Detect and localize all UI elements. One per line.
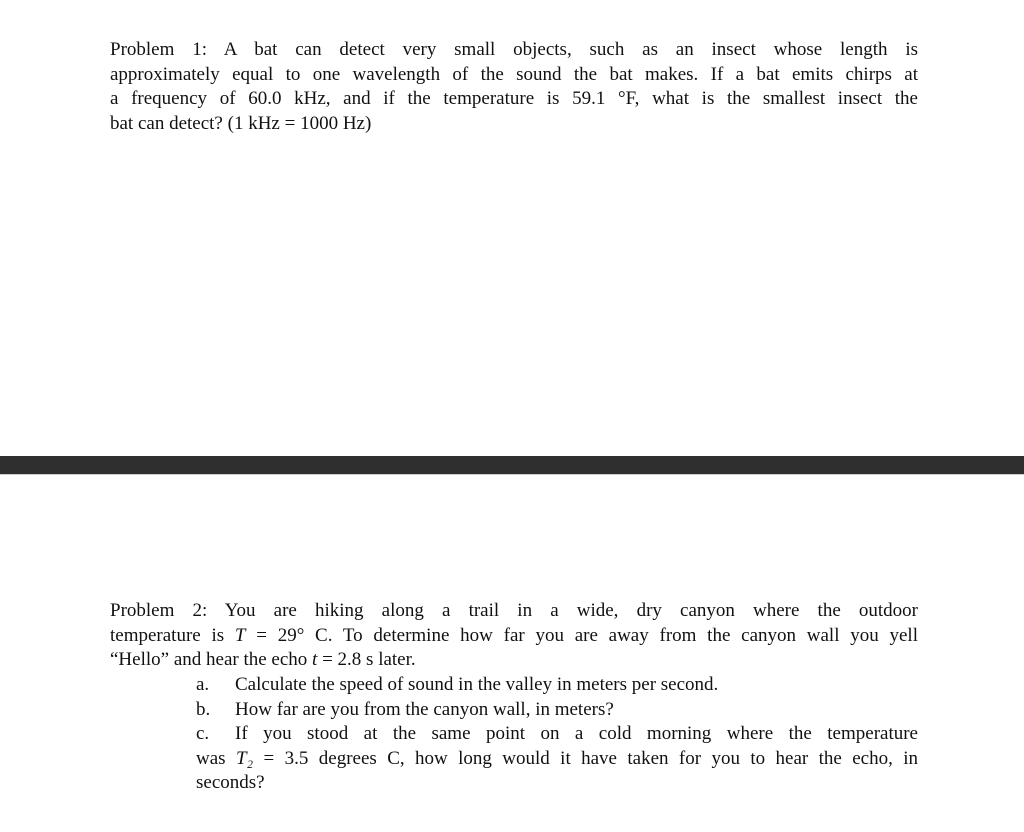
item-marker: a. (196, 674, 210, 695)
item-text: If you stood at the same point on a cold morning where the temperature (235, 723, 918, 744)
variable-T: T (234, 624, 246, 646)
text: = 3.5 degrees C, how long would it have taken for you to hear the echo, in (253, 747, 918, 769)
problem-2-line (110, 648, 918, 673)
item-text: How far are you from the canyon wall, in meters? (235, 698, 614, 720)
problem-1 (110, 38, 918, 136)
problem-1-line: bat can detect? (1 kHz = 1000 Hz) (110, 112, 372, 134)
problem-2-line: Problem 2: You are hiking along a trail in a wide, dry canyon where the outdoor (110, 600, 918, 621)
problem-2 (110, 599, 918, 673)
item-marker: b. (196, 698, 211, 720)
item-c-line: seconds? (196, 772, 265, 793)
page-divider (0, 456, 1024, 475)
variable-T2: T₂ (235, 747, 254, 769)
item-text: Calculate the speed of sound in the valley in meters per second. (235, 674, 719, 695)
text: “Hello” and hear the echo (110, 649, 313, 670)
item-marker: c. (196, 723, 210, 744)
problem-2-line (110, 624, 918, 649)
text: was (196, 747, 236, 769)
problem-1-line: a frequency of 60.0 kHz, and if the temperature is 59.1 °F, what is the smallest insect the (110, 88, 918, 109)
list-item-c (196, 722, 918, 747)
text: = 29° C. To determine how far you are away from the canyon wall you yell (245, 624, 918, 646)
problem-2-subitems (196, 673, 918, 796)
item-c-line (196, 747, 918, 772)
text: temperature is (110, 624, 235, 646)
list-item-a (196, 673, 918, 698)
text: = 2.8 s later. (317, 649, 416, 670)
list-item-b (196, 698, 918, 723)
problem-1-line: Problem 1: A bat can detect very small objects, such as an insect whose length is (110, 39, 918, 60)
problem-1-line: approximately equal to one wavelength of the sound the bat makes. If a bat emits chirps at (110, 63, 918, 85)
variable-t: t (312, 649, 318, 670)
